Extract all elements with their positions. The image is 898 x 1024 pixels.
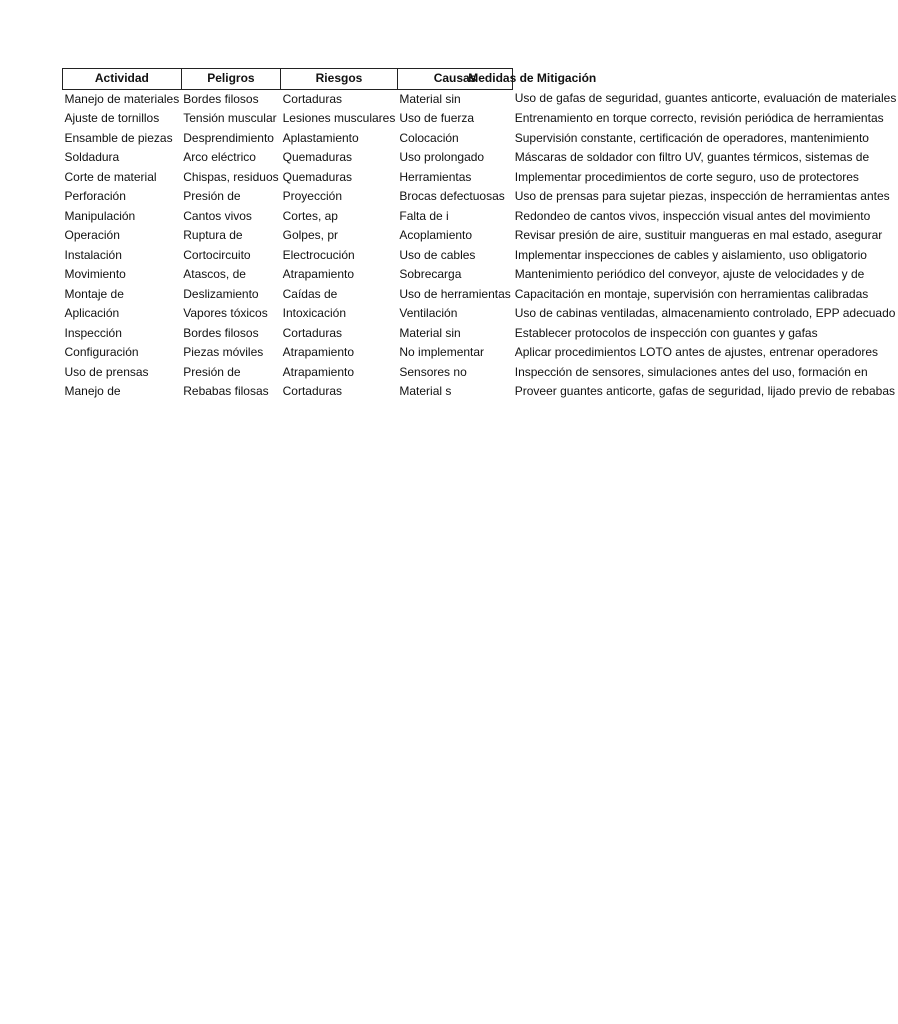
cell-riesgos[interactable]: Cortaduras [282,325,342,340]
cell-actividad[interactable]: Configuración [64,345,139,359]
header-medidas-label: Medidas de Mitigación [468,71,597,85]
cell-actividad[interactable]: Corte de material [64,169,157,184]
table-row [63,168,898,188]
table-row [63,304,898,324]
cell-actividad[interactable]: Inspección [64,325,122,340]
cell-peligros[interactable]: Piezas móviles [183,345,264,359]
table-row [63,343,898,363]
cell-riesgos[interactable]: Lesiones musculares [282,111,396,125]
table-row [63,285,898,305]
cell-causas[interactable]: Herramientas [399,169,472,184]
table-row [63,187,898,207]
cell-riesgos[interactable]: Intoxicación [282,306,346,320]
header-peligros[interactable]: Peligros [181,69,280,90]
cell-medidas[interactable]: Uso de gafas de seguridad, guantes anticorte, evaluación de materiales [514,91,897,106]
cell-medidas[interactable]: Máscaras de soldador con filtro UV, guantes térmicos, sistemas de [514,150,870,164]
cell-actividad[interactable]: Operación [64,228,120,242]
table-row [63,363,898,383]
table-body [63,89,898,402]
cell-peligros[interactable]: Bordes filosos [183,325,259,340]
cell-peligros[interactable]: Cortocircuito [183,247,251,262]
table-header [63,69,898,90]
cell-actividad[interactable]: Ajuste de tornillos [64,111,160,125]
cell-riesgos[interactable]: Golpes, pr [282,228,338,242]
cell-peligros[interactable]: Bordes filosos [183,91,259,106]
cell-peligros[interactable]: Tensión muscular [183,111,277,125]
table-row [63,382,898,402]
table-row [63,207,898,227]
cell-actividad[interactable]: Uso de prensas [64,364,149,379]
table-row [63,109,898,129]
cell-peligros[interactable]: Presión de [183,364,241,379]
cell-causas[interactable]: Sobrecarga [399,267,462,281]
cell-medidas[interactable]: Redondeo de cantos vivos, inspección visual antes del movimiento [514,208,871,223]
table-row [63,129,898,149]
cell-peligros[interactable]: Atascos, de [183,267,246,281]
cell-riesgos[interactable]: Aplastamiento [282,130,359,145]
spreadsheet-area [62,68,897,402]
cell-causas[interactable]: Colocación [399,130,459,145]
cell-medidas[interactable]: Capacitación en montaje, supervisión con herramientas calibradas [514,286,869,301]
cell-peligros[interactable]: Ruptura de [183,228,243,242]
cell-actividad[interactable]: Manejo de [64,384,121,398]
cell-causas[interactable]: Uso de fuerza [399,111,475,125]
cell-medidas[interactable]: Entrenamiento en torque correcto, revisión periódica de herramientas [514,111,884,125]
table-row [63,265,898,285]
cell-peligros[interactable]: Vapores tóxicos [183,306,268,320]
cell-actividad[interactable]: Movimiento [64,267,126,281]
cell-peligros[interactable]: Deslizamiento [183,286,259,301]
cell-riesgos[interactable]: Quemaduras [282,169,352,184]
cell-peligros[interactable]: Rebabas filosas [183,384,269,398]
cell-causas[interactable]: Brocas defectuosas [399,189,505,203]
cell-peligros[interactable]: Chispas, residuos [183,169,279,184]
cell-medidas[interactable]: Supervisión constante, certificación de operadores, mantenimiento [514,130,869,145]
cell-riesgos[interactable]: Quemaduras [282,150,352,164]
cell-actividad[interactable]: Perforación [64,189,126,203]
cell-causas[interactable]: Falta de i [399,208,449,223]
cell-medidas[interactable]: Establecer protocolos de inspección con guantes y gafas [514,325,818,340]
cell-causas[interactable]: Uso prolongado [399,150,485,164]
table-row [63,246,898,266]
cell-medidas[interactable]: Revisar presión de aire, sustituir mangueras en mal estado, asegurar [514,228,883,242]
cell-causas[interactable]: Ventilación [399,306,458,320]
cell-riesgos[interactable]: Cortaduras [282,91,342,106]
cell-actividad[interactable]: Montaje de [64,286,124,301]
cell-causas[interactable]: Material sin [399,91,461,106]
cell-causas[interactable]: Sensores no [399,364,467,379]
cell-causas[interactable]: Material sin [399,325,461,340]
cell-actividad[interactable]: Manipulación [64,208,136,223]
cell-medidas[interactable]: Aplicar procedimientos LOTO antes de ajustes, entrenar operadores [514,345,879,359]
table-row [63,324,898,344]
cell-medidas[interactable]: Proveer guantes anticorte, gafas de seguridad, lijado previo de rebabas [514,384,895,398]
header-actividad[interactable]: Actividad [63,69,182,90]
cell-riesgos[interactable]: Cortaduras [282,384,342,398]
header-causas[interactable]: Causas [397,69,512,90]
cell-riesgos[interactable]: Electrocución [282,247,355,262]
cell-medidas[interactable]: Uso de prensas para sujetar piezas, inspección de herramientas antes [514,189,890,203]
cell-riesgos[interactable]: Atrapamiento [282,364,354,379]
cell-riesgos[interactable]: Atrapamiento [282,267,354,281]
cell-riesgos[interactable]: Cortes, ap [282,208,338,223]
table-row [63,226,898,246]
header-medidas-de-mitigacion[interactable] [468,69,898,90]
cell-peligros[interactable]: Desprendimiento [183,130,274,145]
cell-medidas[interactable]: Uso de cabinas ventiladas, almacenamiento controlado, EPP adecuado [514,306,896,320]
cell-actividad[interactable]: Instalación [64,247,122,262]
cell-medidas[interactable]: Inspección de sensores, simulaciones antes del uso, formación en [514,364,868,379]
cell-causas[interactable]: Acoplamiento [399,228,473,242]
cell-actividad[interactable]: Soldadura [64,150,120,164]
cell-peligros[interactable]: Presión de [183,189,241,203]
cell-riesgos[interactable]: Proyección [282,189,342,203]
cell-riesgos[interactable]: Atrapamiento [282,345,354,359]
cell-causas[interactable]: Uso de herramientas [399,286,511,301]
table-row [63,89,898,109]
cell-medidas[interactable]: Implementar inspecciones de cables y aislamiento, uso obligatorio [514,247,867,262]
cell-peligros[interactable]: Arco eléctrico [183,150,256,164]
risk-table [62,68,898,402]
cell-causas[interactable]: No implementar [399,345,485,359]
header-riesgos[interactable]: Riesgos [281,69,398,90]
header-row [63,69,898,90]
cell-actividad[interactable]: Ensamble de piezas [64,130,173,145]
cell-riesgos[interactable]: Caídas de [282,286,338,301]
cell-causas[interactable]: Uso de cables [399,247,476,262]
cell-causas[interactable]: Material s [399,384,452,398]
cell-medidas[interactable]: Implementar procedimientos de corte seguro, uso de protectores [514,169,859,184]
cell-actividad[interactable]: Aplicación [64,306,120,320]
cell-actividad[interactable]: Manejo de materiales [64,91,180,106]
cell-peligros[interactable]: Cantos vivos [183,208,252,223]
cell-medidas[interactable]: Mantenimiento periódico del conveyor, ajuste de velocidades y de [514,267,865,281]
table-row [63,148,898,168]
